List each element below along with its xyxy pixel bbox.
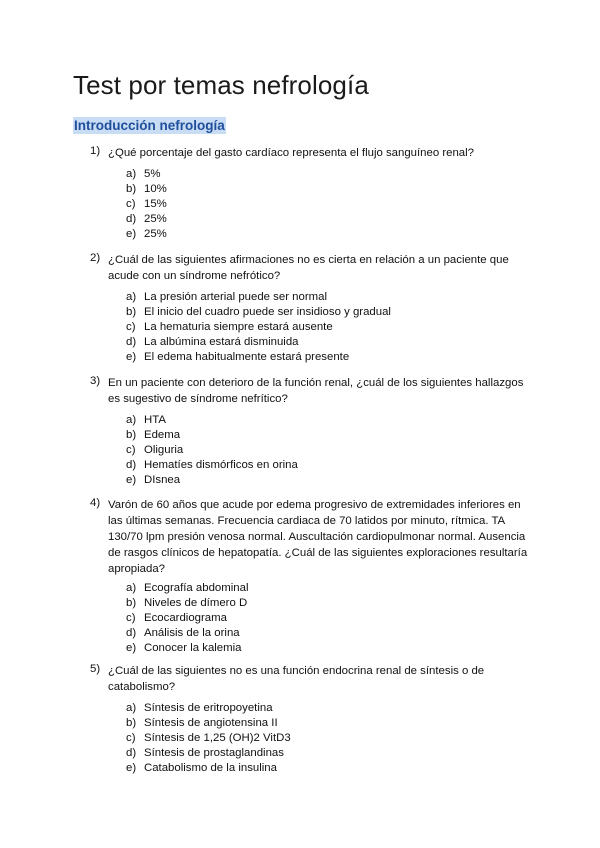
option-letter: b): [126, 717, 137, 729]
question-number: 4): [90, 497, 101, 509]
option-text: La albúmina estará disminuida: [144, 336, 299, 348]
option-text: Hematíes dismórficos en orina: [144, 459, 298, 471]
option-letter: d): [126, 627, 137, 639]
option-text: El edema habitualmente estará presente: [144, 351, 350, 363]
option-text: 25%: [144, 228, 167, 240]
option-text: La presión arterial puede ser normal: [144, 291, 327, 303]
option-text: DIsnea: [144, 474, 181, 486]
option-text: La hematuria siempre estará ausente: [144, 321, 333, 333]
option-text: 25%: [144, 213, 167, 225]
option-text: Síntesis de 1,25 (OH)2 VitD3: [144, 732, 291, 744]
document-title: Test por temas nefrología: [73, 70, 369, 100]
option-text: Ecografía abdominal: [144, 582, 249, 594]
question-text: ¿Cuál de las siguientes no es una función endocrina renal de síntesis o de catabolismo?: [108, 665, 485, 693]
option-letter: c): [126, 198, 136, 210]
option-letter: a): [126, 582, 137, 594]
option-text: HTA: [144, 414, 166, 426]
option-text: 15%: [144, 198, 167, 210]
option-text: Síntesis de prostaglandinas: [144, 747, 284, 759]
option-text: 5%: [144, 168, 161, 180]
option-text: Conocer la kalemia: [144, 642, 242, 654]
option-text: 10%: [144, 183, 167, 195]
option-letter: c): [126, 444, 136, 456]
option-text: El inicio del cuadro puede ser insidioso y gradual: [144, 306, 391, 318]
question-text: En un paciente con deterioro de la función renal, ¿cuál de los siguientes hallazgos es sugestivo de síndrome nefrítico?: [108, 377, 524, 405]
option-text: Edema: [144, 429, 181, 441]
option-letter: d): [126, 213, 137, 225]
question-text: Varón de 60 años que acude por edema progresivo de extremidades inferiores en las últimas semanas. Frecuencia cardiaca de 70 latidos por minuto, rítmica. TA 130/70 lpm presión venosa normal. Auscultación cardiopulmonar normal. Ausencia de rasgos clínicos de hepatopatía. ¿Cuál de las siguientes exploraciones resultaría apropiada?: [108, 499, 528, 575]
option-letter: e): [126, 474, 137, 486]
option-letter: b): [126, 183, 137, 195]
option-letter: a): [126, 168, 137, 180]
question-number: 1): [90, 145, 101, 157]
option-text: Síntesis de angiotensina II: [144, 717, 278, 729]
option-letter: c): [126, 321, 136, 333]
option-letter: e): [126, 351, 137, 363]
option-letter: c): [126, 612, 136, 624]
option-text: Síntesis de eritropoyetina: [144, 702, 273, 714]
option-letter: c): [126, 732, 136, 744]
option-letter: b): [126, 306, 137, 318]
option-text: Catabolismo de la insulina: [144, 762, 277, 774]
option-letter: e): [126, 228, 137, 240]
option-letter: d): [126, 336, 137, 348]
option-letter: a): [126, 702, 137, 714]
option-letter: a): [126, 291, 137, 303]
question-number: 5): [90, 663, 101, 675]
option-text: Oliguria: [144, 444, 184, 456]
option-letter: d): [126, 459, 137, 471]
option-letter: a): [126, 414, 137, 426]
option-text: Niveles de dímero D: [144, 597, 248, 609]
question-text: ¿Cuál de las siguientes afirmaciones no es cierta en relación a un paciente que acude con un síndrome nefrótico?: [108, 254, 509, 282]
option-letter: b): [126, 429, 137, 441]
question-text: ¿Qué porcentaje del gasto cardíaco representa el flujo sanguíneo renal?: [108, 147, 475, 159]
option-letter: b): [126, 597, 137, 609]
option-letter: e): [126, 642, 137, 654]
section-heading: Introducción nefrología: [74, 118, 225, 133]
option-letter: d): [126, 747, 137, 759]
question-number: 2): [90, 252, 101, 264]
option-text: Análisis de la orina: [144, 627, 240, 639]
option-letter: e): [126, 762, 137, 774]
question-number: 3): [90, 375, 101, 387]
option-text: Ecocardiograma: [144, 612, 227, 624]
